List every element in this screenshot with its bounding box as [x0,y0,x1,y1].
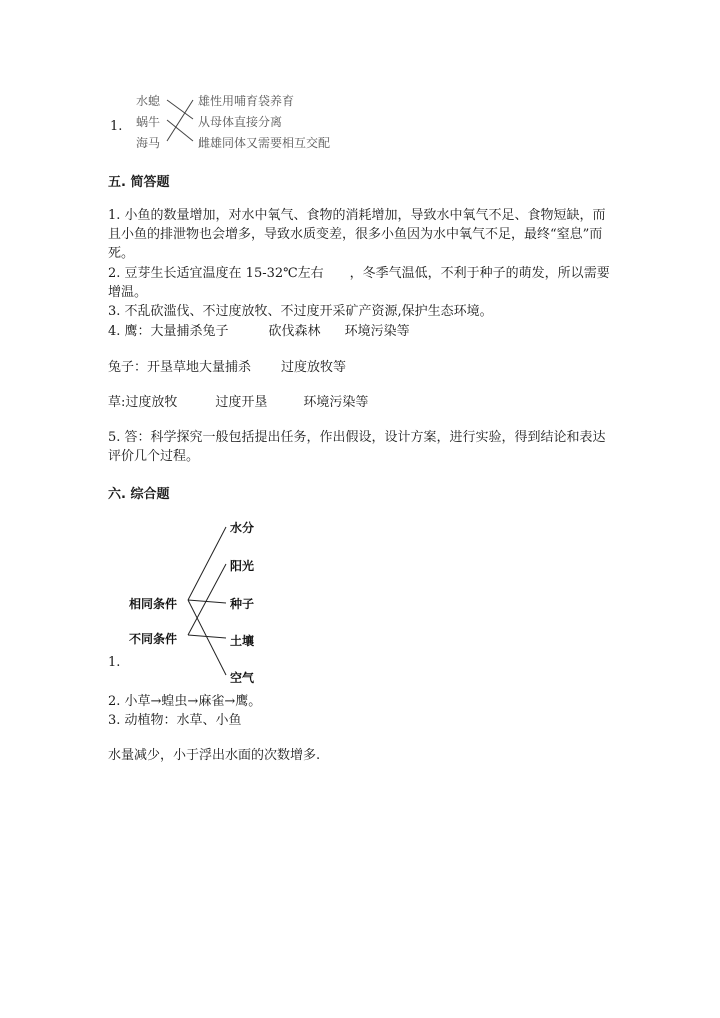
answer-grass-part: 过度开垦 [215,395,268,410]
section-title: 六. 综合题 [108,487,170,502]
answer-4-part: 环境污染等 [344,324,410,339]
diagram-right-label: 空气 [230,671,255,685]
answer-2: 2. 豆芽生长适宜温度在 15-32℃左右 ，冬季气温低，不利于种子的萌发，所以需要增温。 [108,266,610,300]
answer-6-1: 1. [108,655,121,670]
match-right-item: 从母体直接分离 [198,115,283,129]
answer-5: 5. 答：科学探究一般包括提出任务，作出假设，设计方案，进行实验，得到结论和表达评价几个过程。 [108,430,606,464]
match-left-item: 蜗牛 [136,115,161,129]
diagram-right-label: 阳光 [230,559,255,573]
match-right-item: 雌雄同体又需要相互交配 [198,136,331,150]
section-title: 五. 简答题 [108,175,170,190]
diagram-left-label: 相同条件 [129,597,178,611]
diagram-line [188,564,226,635]
answer-grass-part: 环境污染等 [303,395,369,410]
answer-grass-part: 草:过度放牧 [108,395,178,410]
answer-6-conclusion: 水量减少，小于浮出水面的次数增多. [108,748,321,763]
answer-6-3: 3. 动植物：水草、小鱼 [108,713,242,728]
answer-4-part: 4. 鹰：大量捕杀兔子 [108,324,229,339]
answer-rabbit-part: 过度放牧等 [281,360,347,375]
question-number: 1. [110,119,123,134]
diagram-right-label: 水分 [230,521,255,535]
match-left-item: 海马 [136,136,161,150]
answer-4-part: 砍伐森林 [268,324,321,339]
diagram-left-label: 不同条件 [129,632,178,646]
diagram-right-label: 种子 [230,597,255,611]
match-right-item: 雄性用哺育袋养育 [198,94,295,108]
answer-6-2: 2. 小草→蝗虫→麻雀→鹰。 [108,694,262,709]
answer-3: 3. 不乱砍滥伐、不过度放牧、不过度开采矿产资源,保护生态环境。 [108,304,493,319]
match-left-item: 水螅 [136,94,161,108]
answer-1: 1. 小鱼的数量增加，对水中氧气、食物的消耗增加，导致水中氧气不足、食物短缺，而且小鱼的排泄物也会增多，导致水质变差，很多小鱼因为水中氧气不足，最终“窒息”而死。 [108,208,606,261]
diagram-line [188,527,226,600]
answer-rabbit-part: 兔子：开垦草地大量捕杀 [108,360,252,375]
diagram-right-label: 土壤 [230,634,255,648]
